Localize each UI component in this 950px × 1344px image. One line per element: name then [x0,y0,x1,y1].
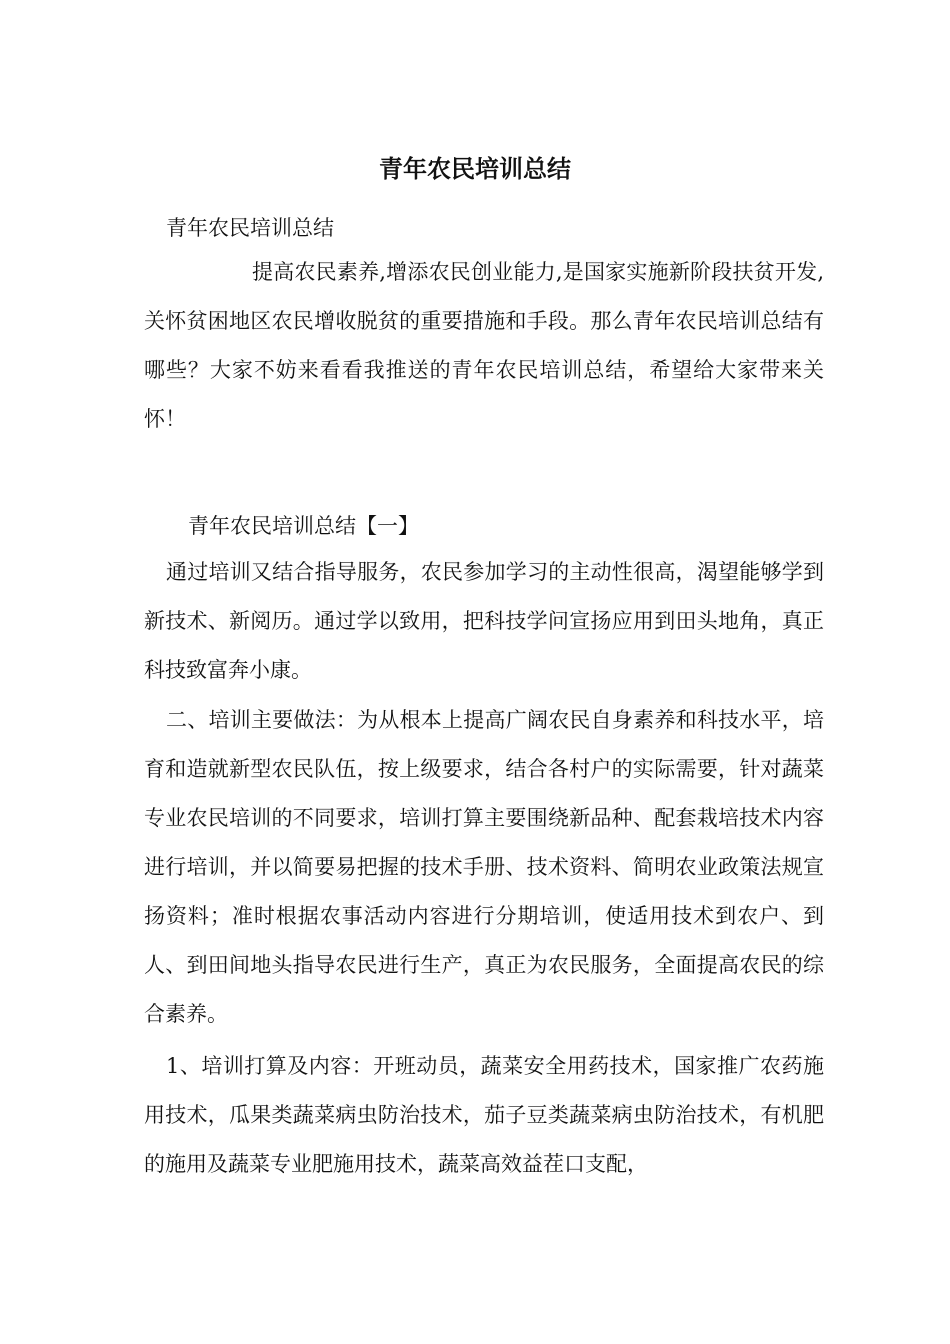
body-paragraph-3: 1、培训打算及内容：开班动员，蔬菜安全用药技术，国家推广农药施用技术，瓜果类蔬菜病虫防治技术，茄子豆类蔬菜病虫防治技术，有机肥的施用及蔬菜专业肥施用技术，蔬菜高效益茬口支配， [144,1054,824,1176]
section-heading: 青年农民培训总结【一】 [188,514,419,538]
document-title: 青年农民培训总结 [379,155,571,183]
body-paragraph-1: 通过培训又结合指导服务，农民参加学习的主动性很高，渴望能够学到新技术、新阅历。通过学以致用，把科技学问宣扬应用到田头地角，真正科技致富奔小康。 [144,560,824,682]
body-paragraph-2: 二、培训主要做法：为从根本上提高广阔农民自身素养和科技水平，培育和造就新型农民队伍，按上级要求，结合各村户的实际需要，针对蔬菜专业农民培训的不同要求，培训打算主要围绕新品种、配套栽培技术内容进行培训，并以简要易把握的技术手册、技术资料、简明农业政策法规宣扬资料；准时根据农事活动内容进行分期培训，使适用技术到农户、到人、到田间地头指导农民进行生产，真正为农民服务，全面提高农民的综合素养。 [144,708,824,1026]
intro-paragraph: 提高农民素养,增添农民创业能力,是国家实施新阶段扶贫开发,关怀贫困地区农民增收脱贫的重要措施和手段。那么青年农民培训总结有哪些？大家不妨来看看我推送的青年农民培训总结，希望给大家带来关怀！ [144,260,824,431]
document-subtitle: 青年农民培训总结 [166,216,334,240]
